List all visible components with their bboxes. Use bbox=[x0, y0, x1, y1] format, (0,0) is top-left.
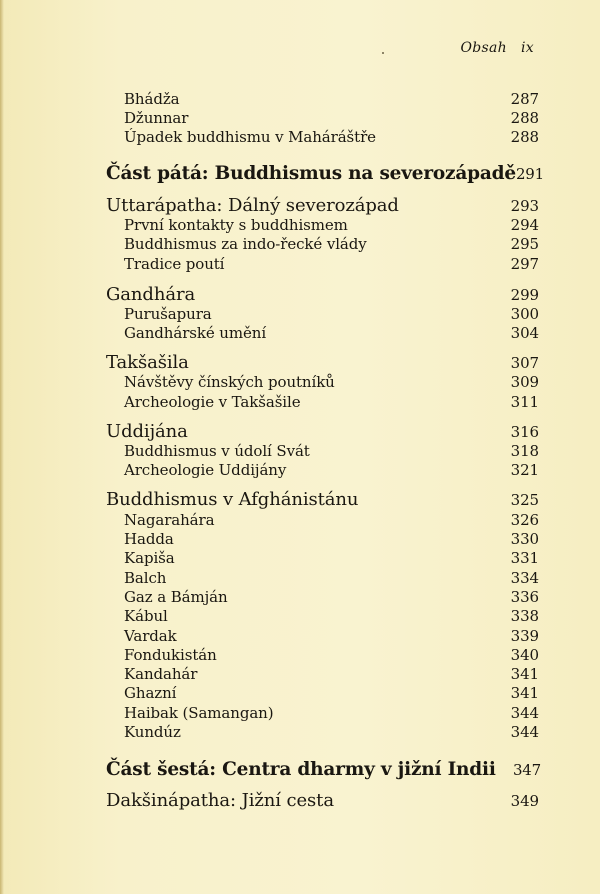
toc-chapter-page: 349 bbox=[510, 792, 539, 810]
toc-part-page: 291 bbox=[515, 165, 544, 183]
toc-entry bbox=[124, 607, 539, 625]
toc-entry-page: 288 bbox=[510, 128, 539, 146]
toc-part-heading bbox=[106, 759, 541, 780]
toc-entry-title: Kandahár bbox=[124, 665, 198, 683]
toc-entry bbox=[124, 305, 539, 323]
toc-entry-title: Gandhárské umění bbox=[124, 324, 267, 342]
toc-part-title: Část šestá: Centra dharmy v jižní Indii bbox=[106, 759, 496, 780]
toc-part-page: 347 bbox=[512, 761, 541, 779]
toc-entry-page: 294 bbox=[510, 216, 539, 234]
toc-chapter-page: 307 bbox=[510, 354, 539, 372]
toc-entry bbox=[124, 90, 539, 108]
toc-entry-title: Balch bbox=[124, 569, 167, 587]
toc-chapter bbox=[106, 489, 539, 510]
toc-entry-title: Kapiša bbox=[124, 549, 175, 567]
toc-chapter bbox=[106, 284, 539, 305]
toc-entry-page: 326 bbox=[510, 511, 539, 529]
toc-entry bbox=[124, 704, 539, 722]
toc-entry-title: Džunnar bbox=[124, 109, 189, 127]
toc-chapter-title: Gandhára bbox=[106, 284, 196, 305]
toc-entry bbox=[124, 128, 539, 146]
toc-entry-title: Bhádža bbox=[124, 90, 180, 108]
toc-entry-page: 288 bbox=[510, 109, 539, 127]
toc-chapter-page: 325 bbox=[510, 491, 539, 509]
toc-chapter bbox=[106, 352, 539, 373]
toc-entry bbox=[124, 684, 539, 702]
toc-entry bbox=[124, 393, 539, 411]
toc-entry-page: 311 bbox=[510, 393, 539, 411]
toc-entry-page: 331 bbox=[510, 549, 539, 567]
toc-chapter-page: 293 bbox=[510, 197, 539, 215]
toc-entry-title: Buddhismus za indo-řecké vlády bbox=[124, 235, 367, 253]
page-edge-shadow bbox=[0, 0, 4, 894]
toc-entry-page: 340 bbox=[510, 646, 539, 664]
toc-entry bbox=[124, 723, 539, 741]
toc-entry-title: Ghazní bbox=[124, 684, 177, 702]
toc-entry-page: 341 bbox=[510, 665, 539, 683]
toc-entry bbox=[124, 665, 539, 683]
toc-entry-title: Tradice poutí bbox=[124, 255, 225, 273]
toc-entry-page: 336 bbox=[510, 588, 539, 606]
toc-entry-page: 338 bbox=[510, 607, 539, 625]
toc-chapter-page: 299 bbox=[510, 286, 539, 304]
toc-chapter-title: Uttarápatha: Dálný severozápad bbox=[106, 195, 399, 216]
toc-entry-page: 330 bbox=[510, 530, 539, 548]
toc-entry bbox=[124, 442, 539, 460]
toc-part-title: Část pátá: Buddhismus na severozápadě bbox=[106, 163, 516, 184]
print-speck bbox=[382, 52, 384, 54]
toc-entry bbox=[124, 373, 539, 391]
toc-entry-title: Haibak (Samangan) bbox=[124, 704, 274, 722]
toc-entry-title: Gaz a Bámján bbox=[124, 588, 228, 606]
toc-entry-title: Archeologie Uddijány bbox=[124, 461, 287, 479]
toc-chapter bbox=[106, 195, 539, 216]
toc-entry-page: 321 bbox=[510, 461, 539, 479]
toc-entry bbox=[124, 461, 539, 479]
toc-chapter-page: 316 bbox=[510, 423, 539, 441]
toc-chapter-title: Takšašila bbox=[106, 352, 189, 373]
toc-part-heading bbox=[106, 163, 544, 184]
toc-entry-page: 318 bbox=[510, 442, 539, 460]
toc-entry bbox=[124, 627, 539, 645]
toc-entry bbox=[124, 255, 539, 273]
toc-entry-page: 334 bbox=[510, 569, 539, 587]
toc-entry-page: 300 bbox=[510, 305, 539, 323]
toc-entry bbox=[124, 235, 539, 253]
toc-chapter-title: Uddijána bbox=[106, 421, 188, 442]
toc-entry bbox=[124, 549, 539, 567]
toc-entry bbox=[124, 588, 539, 606]
toc-chapter bbox=[106, 421, 539, 442]
toc-entry-title: Návštěvy čínských poutníků bbox=[124, 373, 335, 391]
toc-entry-title: První kontakty s buddhismem bbox=[124, 216, 348, 234]
toc-entry-title: Archeologie v Takšašile bbox=[124, 393, 301, 411]
toc-chapter-title: Dakšinápatha: Jižní cesta bbox=[106, 790, 334, 811]
toc-entry-page: 295 bbox=[510, 235, 539, 253]
running-head bbox=[461, 40, 534, 56]
toc-entry bbox=[124, 216, 539, 234]
toc-entry-title: Purušapura bbox=[124, 305, 212, 323]
toc-entry-title: Fondukistán bbox=[124, 646, 217, 664]
toc-entry-title: Kundúz bbox=[124, 723, 181, 741]
toc-entry-page: 297 bbox=[510, 255, 539, 273]
toc-entry-page: 339 bbox=[510, 627, 539, 645]
toc-entry-title: Hadda bbox=[124, 530, 174, 548]
toc-entry-title: Vardak bbox=[124, 627, 177, 645]
toc-entry-page: 341 bbox=[510, 684, 539, 702]
toc-entry bbox=[124, 324, 539, 342]
toc-entry-title: Kábul bbox=[124, 607, 168, 625]
toc-entry bbox=[124, 511, 539, 529]
toc-entry bbox=[124, 646, 539, 664]
toc-entry-page: 304 bbox=[510, 324, 539, 342]
toc-entry bbox=[124, 530, 539, 548]
running-head-title: Obsah bbox=[460, 40, 508, 56]
toc-entry-title: Nagarahára bbox=[124, 511, 215, 529]
toc-entry-page: 309 bbox=[510, 373, 539, 391]
toc-entry bbox=[124, 109, 539, 127]
toc-entry-title: Úpadek buddhismu v Maháráštře bbox=[124, 128, 376, 146]
toc-entry bbox=[124, 569, 539, 587]
toc-entry-page: 344 bbox=[510, 704, 539, 722]
toc-chapter-title: Buddhismus v Afghánistánu bbox=[106, 489, 359, 510]
toc-entry-page: 287 bbox=[510, 90, 539, 108]
page-folio: ix bbox=[521, 40, 534, 56]
toc-chapter bbox=[106, 790, 539, 811]
toc-entry-title: Buddhismus v údolí Svát bbox=[124, 442, 310, 460]
toc-entry-page: 344 bbox=[510, 723, 539, 741]
